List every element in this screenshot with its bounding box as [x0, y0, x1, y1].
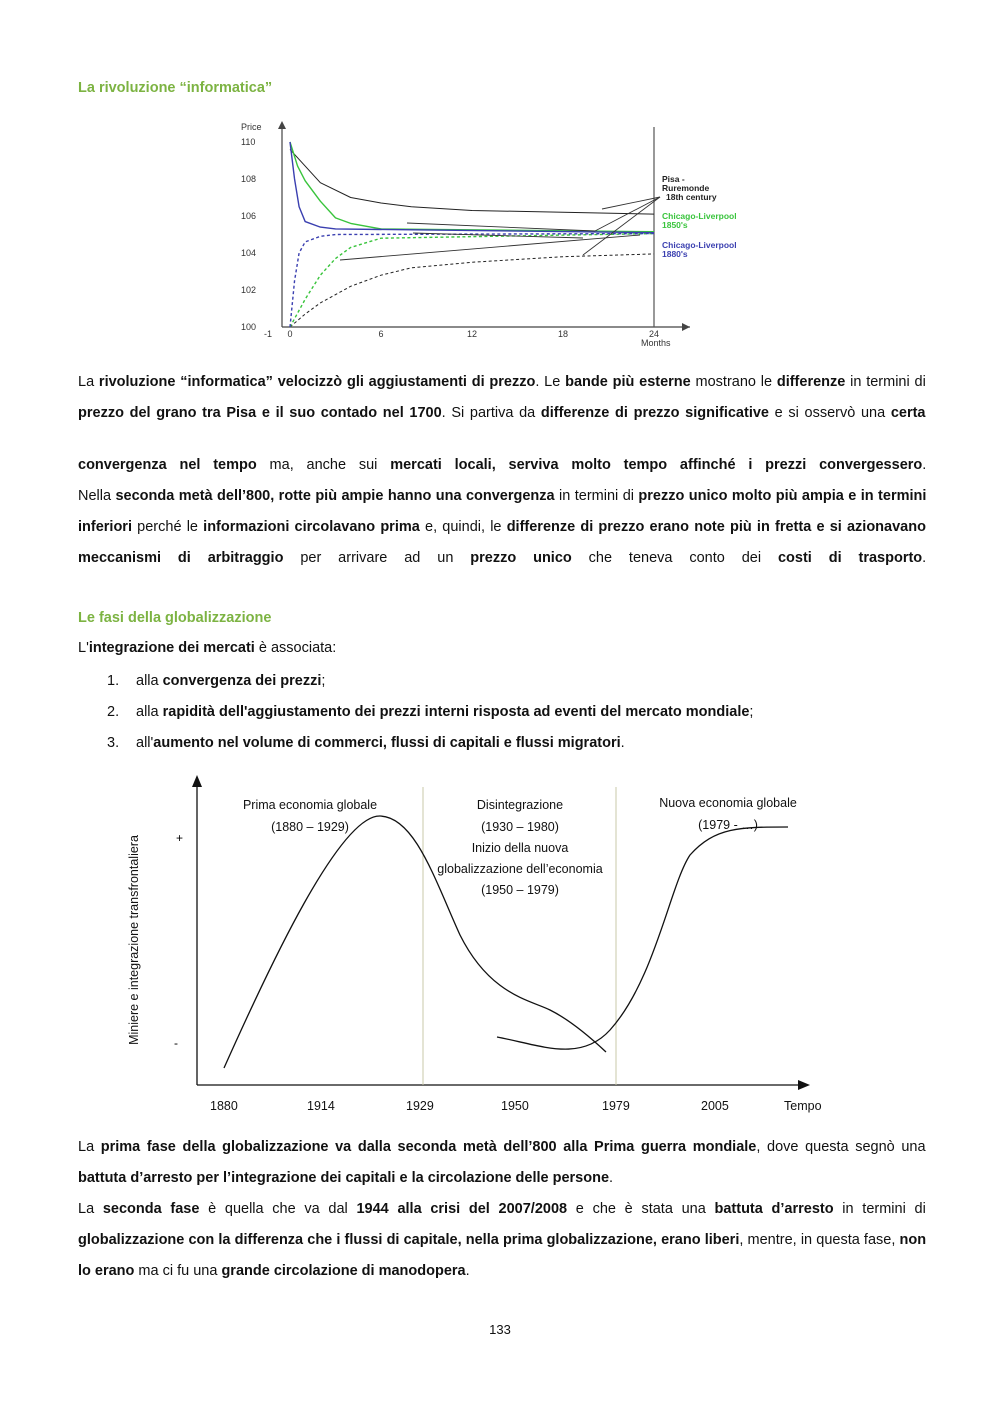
- x-label-1914: 1914: [307, 1099, 335, 1113]
- x-label-2005: 2005: [701, 1099, 729, 1113]
- list-item: [78, 697, 753, 728]
- page-number: 133: [489, 1322, 511, 1337]
- svg-text:Prima economia globale: Prima economia globale: [242, 798, 378, 812]
- chart2-ylabel: Miniere e integrazione transfrontaliera: [127, 835, 141, 1045]
- y-tick-label: 106: [241, 211, 257, 221]
- x-tick-label: -1: [263, 329, 273, 339]
- curve-new-globalization: [497, 827, 788, 1049]
- y-tick-label: 104: [241, 248, 257, 258]
- legend-chicago-1880: Chicago-Liverpool: [662, 240, 737, 250]
- svg-text:Nuova economia globale: Nuova economia globale: [659, 796, 797, 810]
- list-item-text: alla rapidità dell'aggiustamento dei prezzi interni risposta ad eventi del mercato mondiale;: [136, 704, 754, 720]
- svg-text:(1979 - …): (1979 - …): [698, 818, 758, 832]
- series-line: [290, 142, 654, 233]
- text-line: inferiori perché le informazioni circolavano prima e, quindi, le differenze di prezzo erano note più in fretta e si azionavano: [78, 519, 926, 535]
- text-line: lo erano ma ci fu una grande circolazione di manodopera.: [78, 1263, 470, 1279]
- text-line: L'integrazione dei mercati è associata:: [78, 640, 337, 656]
- chart2-xlabel: Tempo: [784, 1099, 822, 1113]
- legend-chicago-1850: 1850's: [662, 220, 688, 230]
- y-tick-label: 108: [241, 174, 257, 184]
- legend-chicago-1850: Chicago-Liverpool: [662, 211, 737, 221]
- y-tick-label: 100: [241, 322, 257, 332]
- series-line: [290, 142, 654, 232]
- list-number: 2.: [107, 704, 120, 720]
- svg-text:(1950 – 1979): (1950 – 1979): [481, 883, 559, 897]
- chart2-plus-mark: +: [176, 831, 184, 845]
- y-tick-label: 110: [241, 137, 256, 147]
- legend-pisa: Ruremonde: [662, 183, 710, 193]
- legend-pisa: 18th century: [666, 192, 717, 202]
- text-line: La rivoluzione “informatica” velocizzò gli aggiustamenti di prezzo. Le bande più esterne mostrano le differenze in termini di: [78, 374, 926, 390]
- text-line: Nella seconda metà dell’800, rotte più ampie hanno una convergenza in termini di prezzo unico molto più ampia e in termini: [78, 488, 927, 504]
- text-line: prezzo del grano tra Pisa e il suo contado nel 1700. Si partiva da differenze di prezzo significative e si osservò una certa: [78, 405, 926, 421]
- text-line: La prima fase della globalizzazione va dalla seconda metà dell’800 alla Prima guerra mondiale, dove questa segnò una: [78, 1139, 926, 1155]
- legend-chicago-1880: 1880's: [662, 249, 688, 259]
- price-convergence-chart: [235, 115, 737, 355]
- x-label-1950: 1950: [501, 1099, 529, 1113]
- text-line: globalizzazione con la differenza che i flussi di capitale, nella prima globalizzazione, erano liberi, mentre, in questa fase, non: [78, 1232, 927, 1248]
- legend-pisa: Pisa -: [662, 174, 685, 184]
- svg-text:Inizio della nuova: Inizio della nuova: [471, 841, 569, 855]
- paragraph-integrazione-intro: [78, 633, 926, 664]
- list-item-text: alla convergenza dei prezzi;: [136, 673, 326, 689]
- chart2-x-arrow: [798, 1080, 810, 1090]
- list-item: [78, 728, 753, 759]
- globalization-phases-chart: [110, 765, 870, 1125]
- section-heading-fasi: Le fasi della globalizzazione: [78, 610, 272, 626]
- series-line: [290, 254, 654, 327]
- x-tick-label: 12: [466, 329, 478, 339]
- x-tick-label: 24: [648, 329, 660, 339]
- series-line: [290, 234, 654, 327]
- text-line: convergenza nel tempo ma, anche sui mercati locali, serviva molto tempo affinché i prezzi convergessero.: [78, 457, 927, 473]
- legend-arrow: [340, 235, 640, 260]
- y-tick-label: 102: [241, 285, 257, 295]
- legend-arrow: [583, 197, 660, 255]
- integration-list: [78, 666, 753, 759]
- x-tick-label: 0: [287, 329, 293, 339]
- x-label-1880: 1880: [210, 1099, 238, 1113]
- svg-text:globalizzazione dell’economia: globalizzazione dell’economia: [437, 862, 603, 876]
- x-tick-label: 6: [378, 329, 384, 339]
- chart1-y-arrow: [278, 121, 286, 129]
- text-line: La seconda fase è quella che va dal 1944 alla crisi del 2007/2008 e che è stata una battuta d’arresto in termini di: [78, 1201, 926, 1217]
- chart1-ylabel: Price: [241, 122, 262, 132]
- chart1-legend: [662, 174, 737, 259]
- paragraph-fasi: [78, 1132, 926, 1287]
- series-line: [290, 149, 654, 214]
- list-item: [78, 666, 753, 697]
- chart1-xlabel: Months: [641, 338, 671, 348]
- text-line: meccanismi di arbitraggio per arrivare ad un prezzo unico che teneva conto dei costi di trasporto.: [78, 550, 927, 566]
- section-heading-rivoluzione: La rivoluzione “informatica”: [78, 80, 273, 96]
- x-tick-label: 18: [557, 329, 569, 339]
- x-label-1929: 1929: [406, 1099, 434, 1113]
- svg-text:(1930 – 1980): (1930 – 1980): [481, 820, 559, 834]
- list-item-text: all'aumento nel volume di commerci, flussi di capitali e flussi migratori.: [136, 735, 625, 751]
- svg-text:Disintegrazione: Disintegrazione: [476, 798, 564, 812]
- list-number: 1.: [107, 673, 120, 689]
- x-label-1979: 1979: [602, 1099, 630, 1113]
- chart2-x-labels: [210, 1099, 822, 1113]
- series-line: [290, 234, 654, 327]
- list-number: 3.: [107, 735, 120, 751]
- phase-annotation-disintegration: [437, 798, 602, 897]
- svg-text:(1880 – 1929): (1880 – 1929): [271, 820, 349, 834]
- chart2-minus-mark: -: [174, 1036, 178, 1050]
- paragraph-rivoluzione: [78, 367, 926, 574]
- chart1-x-arrow: [682, 323, 690, 331]
- text-line: battuta d’arresto per l’integrazione dei capitali e la circolazione delle persone.: [78, 1170, 614, 1186]
- chart2-y-arrow: [192, 775, 202, 787]
